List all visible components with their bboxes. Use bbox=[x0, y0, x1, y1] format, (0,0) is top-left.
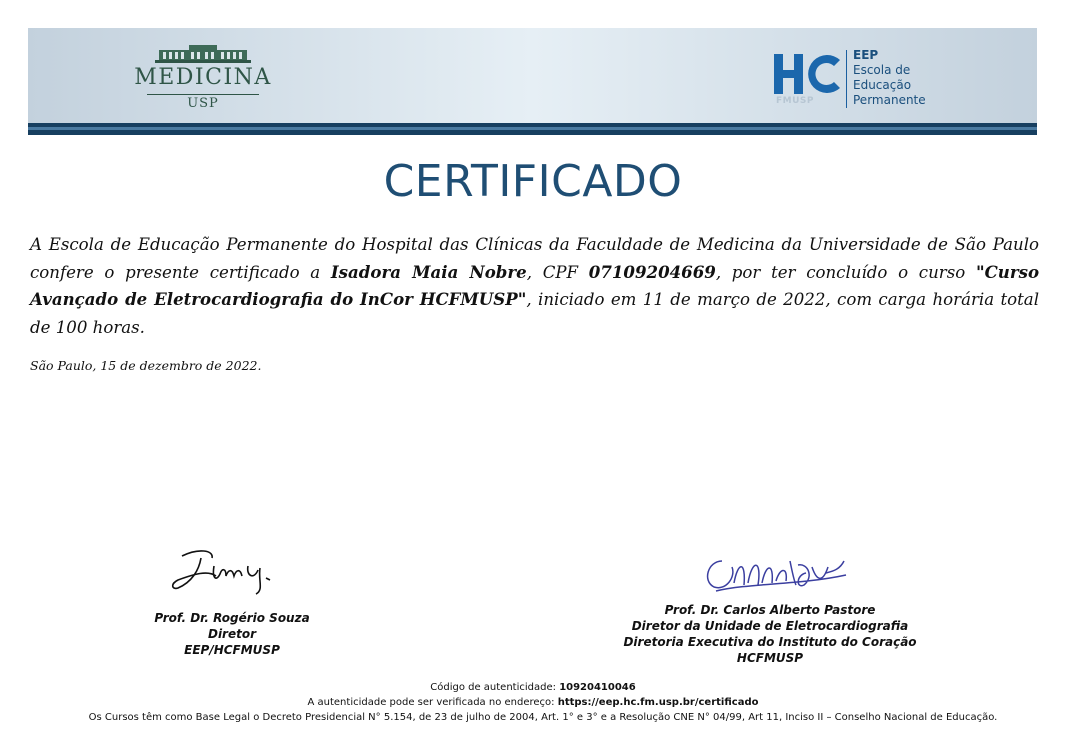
signer-right-dept: Diretoria Executiva do Instituto do Coração bbox=[623, 635, 917, 649]
verify-label: A autenticidade pode ser verificada no endereço: bbox=[307, 697, 558, 708]
header-stripe-bottom bbox=[28, 130, 1037, 135]
issue-date: São Paulo, 15 de dezembro de 2022. bbox=[30, 358, 262, 373]
body-intro: A Escola de Educação Permanente do Hospital das Clínicas da Faculdade de Medicina da Universidade de São Paulo confere o presente certificado a bbox=[30, 235, 1039, 282]
cpf-number: 07109204669 bbox=[588, 261, 716, 282]
eep-line-3: Permanente bbox=[853, 93, 926, 107]
eep-hc-logo bbox=[774, 48, 954, 112]
eep-line-1: Escola de bbox=[853, 63, 911, 77]
medicina-wordmark: MEDICINA bbox=[134, 65, 272, 90]
hc-logo-mark-icon bbox=[774, 52, 844, 96]
signer-right-name: Prof. Dr. Carlos Alberto Pastore bbox=[664, 603, 876, 617]
verify-line bbox=[0, 697, 1066, 708]
signature-left-icon bbox=[168, 546, 283, 596]
eep-acronym: EEP bbox=[853, 48, 879, 62]
course-lead: , por ter concluído o curso bbox=[715, 262, 976, 282]
eep-line-2: Educação bbox=[853, 78, 912, 92]
signer-right-role: Diretor da Unidade de Eletrocardiografia bbox=[631, 619, 909, 633]
certificate-title: CERTIFICADO bbox=[383, 156, 683, 207]
auth-code: 10920410046 bbox=[559, 682, 636, 693]
eep-text-block bbox=[853, 48, 926, 108]
auth-code-line bbox=[0, 682, 1066, 693]
cpf-label: , CPF bbox=[526, 262, 589, 282]
usp-wordmark: USP bbox=[187, 96, 219, 111]
body-tail: , iniciado em 11 de março de 2022, com carga horária total de 100 horas. bbox=[30, 290, 1039, 337]
fmusp-label: FMUSP bbox=[776, 96, 814, 106]
signature-right-icon bbox=[700, 547, 850, 602]
certificate-body bbox=[30, 231, 1039, 341]
logo-divider bbox=[846, 50, 847, 108]
logo-rule bbox=[147, 94, 259, 95]
legal-basis: Os Cursos têm como Base Legal o Decreto Presidencial N° 5.154, de 23 de julho de 2004, Art. 1° e 3° e a Resolução CNE N° 04/99, Art 11, Inciso II – Conselho Nacional de Educação. bbox=[88, 712, 998, 723]
verify-url[interactable]: https://eep.hc.fm.usp.br/certificado bbox=[557, 697, 759, 708]
signer-left-name: Prof. Dr. Rogério Souza bbox=[154, 611, 310, 625]
signature-left-block bbox=[132, 610, 332, 658]
auth-code-label: Código de autenticidade: bbox=[430, 682, 560, 693]
signer-left-role: Diretor bbox=[207, 627, 257, 641]
signature-right-block bbox=[600, 602, 940, 666]
medicina-usp-logo bbox=[133, 44, 273, 116]
course-name: "Curso Avançado de Eletrocardiografia do InCor HCFMUSP" bbox=[30, 261, 1040, 309]
recipient-name: Isadora Maia Nobre bbox=[330, 261, 527, 282]
signer-left-org: EEP/HCFMUSP bbox=[184, 643, 280, 657]
building-icon bbox=[155, 44, 251, 64]
signer-right-org: HCFMUSP bbox=[736, 651, 804, 665]
